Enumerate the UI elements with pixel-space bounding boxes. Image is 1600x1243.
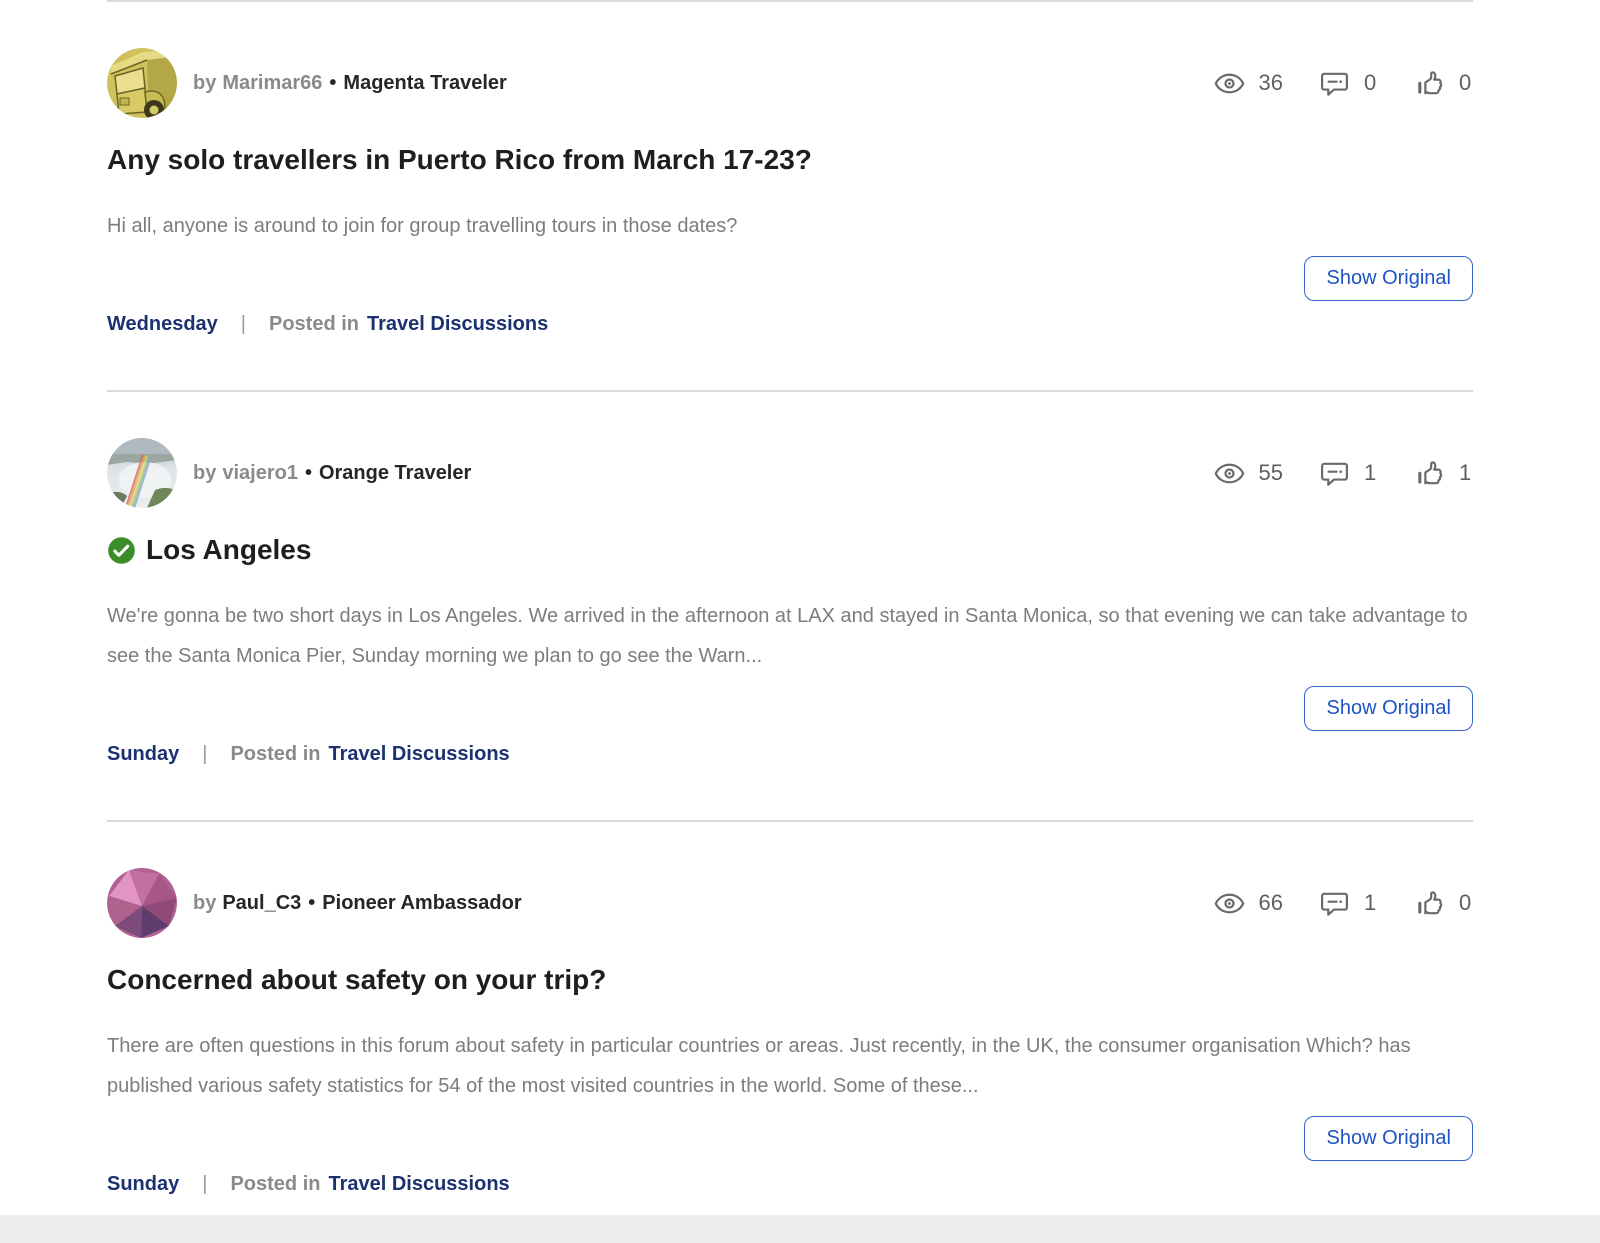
views-eye-icon [1214, 458, 1245, 489]
author-link[interactable]: viajero1 [222, 461, 298, 484]
button-row [107, 686, 1473, 731]
by-label: by [193, 71, 217, 94]
post-header [107, 438, 1473, 508]
post-header [107, 868, 1473, 938]
bus-avatar[interactable] [107, 48, 177, 118]
by-label: by [193, 461, 217, 484]
button-row [107, 1116, 1473, 1161]
post-title[interactable] [107, 531, 1473, 569]
post-date-link[interactable]: Sunday [107, 743, 180, 765]
member-level-badge: Pioneer Ambassador [322, 891, 522, 914]
footer-pipe: | [202, 743, 208, 765]
page-bottom-edge [0, 1215, 1600, 1243]
post-byline [193, 892, 522, 915]
likes-count: 1 [1459, 460, 1472, 485]
likes-stat[interactable] [1414, 888, 1473, 919]
category-link[interactable]: Travel Discussions [328, 743, 510, 765]
views-count: 66 [1258, 890, 1283, 915]
comments-count: 0 [1364, 70, 1377, 95]
post-footer [107, 1173, 1473, 1196]
post-stats [1178, 458, 1473, 489]
views-stat [1214, 888, 1283, 919]
post-title-text: Concerned about safety on your trip? [107, 964, 607, 995]
post-date-link[interactable]: Sunday [107, 1173, 180, 1195]
thumbs-up-icon [1414, 68, 1445, 99]
byline-separator: • [308, 891, 316, 914]
likes-count: 0 [1459, 70, 1472, 95]
comments-stat[interactable] [1319, 458, 1378, 489]
posted-in-label: Posted in [230, 1173, 321, 1195]
post-footer [107, 743, 1473, 766]
likes-count: 0 [1459, 890, 1472, 915]
forum-post [107, 0, 1473, 390]
forum-post [107, 820, 1473, 1210]
content-column [107, 0, 1473, 1210]
show-original-button[interactable]: Show Original [1304, 256, 1473, 301]
post-footer [107, 313, 1473, 336]
posted-in-label: Posted in [230, 743, 321, 765]
forum-post [107, 390, 1473, 820]
author-link[interactable]: Paul_C3 [222, 891, 302, 914]
views-eye-icon [1214, 888, 1245, 919]
button-row [107, 256, 1473, 301]
post-excerpt: We're gonna be two short days in Los Angeles. We arrived in the afternoon at LAX and stayed in Santa Monica, so that evening we can take advantage to see the Santa Monica Pier, Sunday morning we plan to go see the Warn... [107, 605, 1468, 667]
views-eye-icon [1214, 68, 1245, 99]
views-count: 55 [1258, 460, 1283, 485]
footer-pipe: | [202, 1173, 208, 1195]
likes-stat[interactable] [1414, 68, 1473, 99]
author-link[interactable]: Marimar66 [222, 71, 323, 94]
gem-polygon-icon [107, 868, 177, 938]
post-byline [193, 462, 471, 485]
footer-pipe: | [240, 313, 246, 335]
posted-in-label: Posted in [268, 313, 359, 335]
by-label: by [193, 891, 217, 914]
show-original-button[interactable]: Show Original [1304, 1116, 1473, 1161]
comments-bubble-icon [1319, 68, 1350, 99]
likes-stat[interactable] [1414, 458, 1473, 489]
thumbs-up-icon [1414, 458, 1445, 489]
views-count: 36 [1258, 70, 1283, 95]
post-stats [1178, 888, 1473, 919]
post-excerpt: There are often questions in this forum about safety in particular countries or areas. Just recently, in the UK, the consumer organisation Which? has published various safety statistics for 54 of the most visited countries in the world. Some of these... [107, 1035, 1411, 1097]
post-stats [1178, 68, 1473, 99]
verified-check-icon [107, 536, 136, 565]
views-stat [1214, 458, 1283, 489]
bus-illustration-icon [107, 48, 177, 118]
post-header [107, 48, 1473, 118]
category-link[interactable]: Travel Discussions [328, 1173, 510, 1195]
byline-separator: • [329, 71, 337, 94]
show-original-button[interactable]: Show Original [1304, 686, 1473, 731]
byline-separator: • [304, 461, 312, 484]
member-level-badge: Magenta Traveler [343, 71, 507, 94]
comments-bubble-icon [1319, 888, 1350, 919]
post-title[interactable] [107, 141, 1473, 179]
member-level-badge: Orange Traveler [318, 461, 472, 484]
comments-bubble-icon [1319, 458, 1350, 489]
post-excerpt: Hi all, anyone is around to join for group travelling tours in those dates? [107, 215, 738, 237]
comments-count: 1 [1364, 460, 1377, 485]
waterfall-avatar[interactable] [107, 438, 177, 508]
post-date-link[interactable]: Wednesday [107, 313, 218, 335]
post-byline [193, 72, 507, 95]
post-title-text: Los Angeles [146, 534, 312, 565]
category-link[interactable]: Travel Discussions [367, 313, 549, 335]
gem-avatar[interactable] [107, 868, 177, 938]
thumbs-up-icon [1414, 888, 1445, 919]
waterfall-rainbow-photo-icon [107, 438, 177, 508]
views-stat [1214, 68, 1283, 99]
comments-count: 1 [1364, 890, 1377, 915]
post-title[interactable] [107, 961, 1473, 999]
comments-stat[interactable] [1319, 888, 1378, 919]
comments-stat[interactable] [1319, 68, 1378, 99]
post-title-text: Any solo travellers in Puerto Rico from March 17-23? [107, 144, 812, 175]
